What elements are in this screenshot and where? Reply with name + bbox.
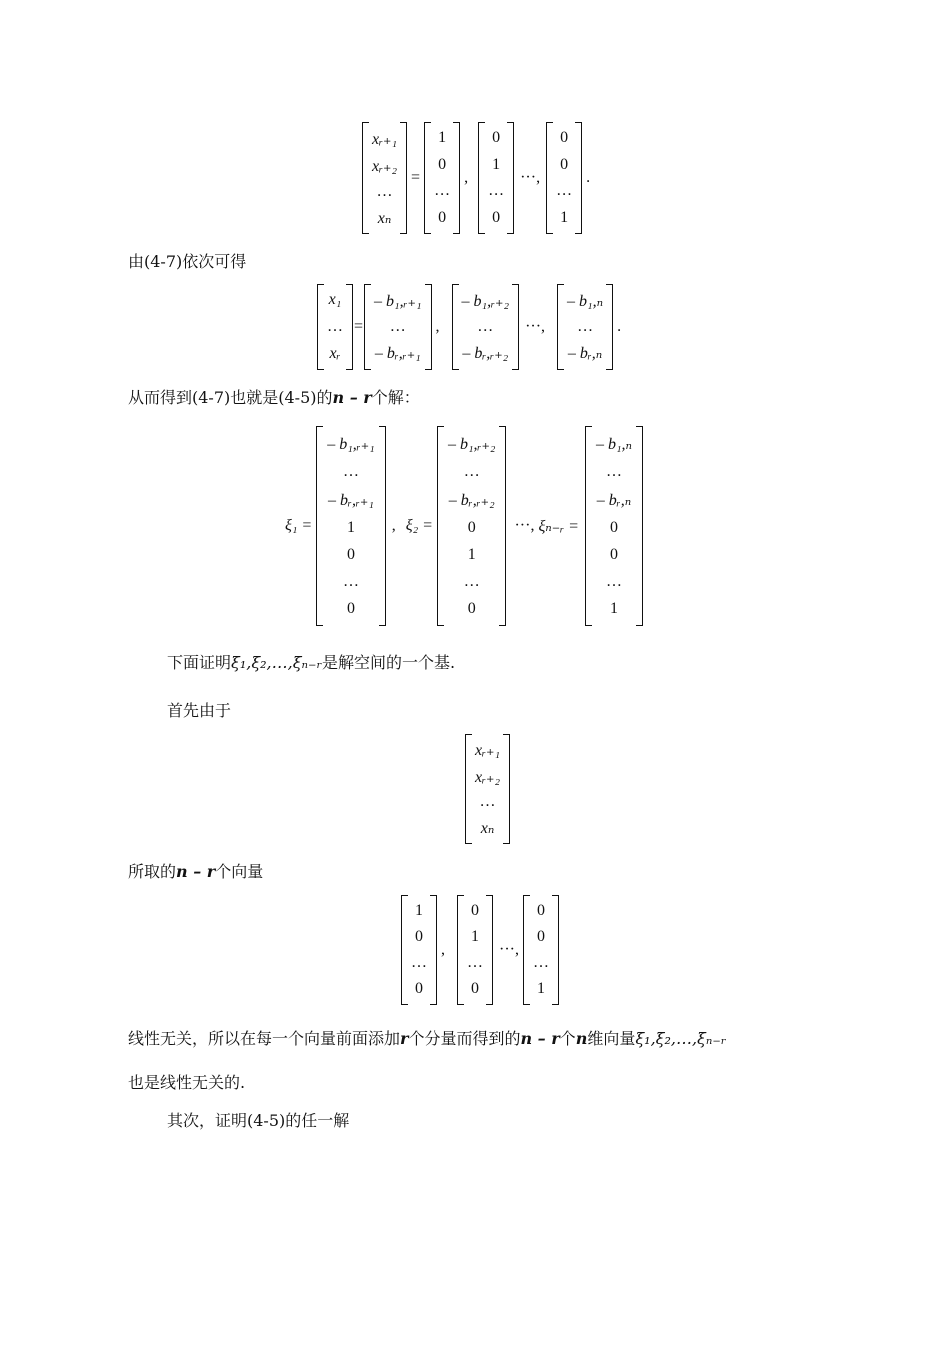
text-line-3: [167, 653, 455, 673]
cell: 0: [346, 600, 355, 618]
cell: 0: [415, 928, 423, 945]
ellipsis-comma: ···,: [520, 169, 541, 186]
cell: 1: [609, 600, 618, 618]
cell: xᵣ₊₁: [475, 742, 501, 760]
cell: xᵣ: [329, 344, 341, 362]
cell: …: [477, 317, 494, 335]
cell: – b₁,ᵣ₊₁: [327, 435, 375, 453]
ellipsis-comma: ···,: [525, 318, 546, 335]
cell: – b₁,ᵣ₊₂: [461, 292, 510, 310]
matrix-en: [523, 895, 559, 1005]
matrix-b-col-1: [364, 284, 432, 370]
cell: …: [434, 182, 451, 200]
matrix-xi-n-r: [585, 426, 643, 626]
xi-2-label: ξ₂ =: [405, 517, 433, 534]
equals-sign: =: [411, 169, 421, 186]
cell: 0: [492, 129, 501, 147]
cell: 0: [346, 546, 355, 564]
text-seg: 是解空间的一个基.: [322, 653, 456, 672]
equation-unit-vectors: [401, 895, 559, 1005]
text-seg: 维向量: [587, 1029, 636, 1048]
text-seg: n – r: [520, 1029, 560, 1048]
period: .: [586, 169, 591, 186]
cell: 0: [560, 129, 569, 147]
cell: 1: [346, 518, 355, 536]
cell: xᵣ₊₁: [372, 130, 398, 148]
text-seg: n – r: [332, 388, 372, 407]
comma: ,: [441, 941, 445, 958]
text-seg: 个: [559, 1029, 576, 1048]
period: .: [617, 318, 622, 335]
matrix-unit-1: [424, 122, 460, 234]
matrix-b-col-n: [557, 284, 613, 370]
cell: …: [411, 954, 427, 971]
cell: x₁: [328, 291, 342, 309]
comma: ,: [435, 318, 440, 335]
cell: 0: [492, 208, 501, 226]
cell: …: [463, 573, 480, 591]
cell: …: [605, 573, 622, 591]
matrix-basic-vars: [317, 284, 353, 370]
text-seg: r: [400, 1029, 409, 1048]
xi-n-r-label: ξₙ₋ᵣ =: [538, 518, 579, 535]
cell: – b₁,ₙ: [595, 435, 633, 453]
cell: 0: [415, 980, 423, 997]
cell: xᵣ₊₂: [475, 768, 501, 786]
equation-free-vars: [362, 122, 594, 234]
cell: 1: [415, 902, 423, 919]
cell: xᵣ₊₂: [372, 157, 398, 175]
matrix-e2: [457, 895, 493, 1005]
cell: – b₁,ᵣ₊₂: [447, 435, 496, 453]
cell: …: [389, 317, 406, 335]
matrix-xi-2: [437, 426, 507, 626]
text-seg: ξ₁,ξ₂,…,ξₙ₋ᵣ: [635, 1029, 727, 1048]
text-seg: 线性无关，所以在每一个向量前面添加: [128, 1029, 401, 1048]
matrix-xi-1: [316, 426, 386, 626]
ellipsis-comma: ···,: [499, 941, 519, 958]
text-seg: 从而得到(4-7)也就是(4-5)的: [128, 388, 333, 407]
cell: 0: [536, 928, 545, 945]
cell: – bᵣ,ₙ: [596, 491, 632, 509]
text-seg: n – r: [176, 862, 216, 881]
cell: 0: [609, 518, 618, 536]
cell: 1: [467, 546, 476, 564]
cell: …: [605, 462, 622, 480]
cell: …: [463, 462, 480, 480]
text-seg: 个分量而得到的: [408, 1029, 521, 1048]
cell: – b₁,ᵣ₊₁: [374, 292, 422, 310]
comma: ,: [464, 169, 469, 186]
text-seg: 所取的: [128, 862, 177, 881]
cell: 0: [467, 518, 476, 536]
cell: xₙ: [480, 819, 495, 837]
cell: 0: [536, 902, 545, 919]
cell: 0: [471, 980, 479, 997]
cell: 0: [471, 902, 479, 919]
equals-sign: =: [354, 318, 364, 335]
xi-1-label: ξ₁ =: [285, 517, 313, 534]
cell: …: [342, 462, 359, 480]
equation-free-vars-column: [465, 734, 510, 844]
cell: …: [467, 954, 483, 971]
matrix-b-col-2: [452, 284, 520, 370]
comma: ,: [391, 517, 396, 534]
cell: – bᵣ,ᵣ₊₁: [374, 345, 421, 363]
cell: 0: [467, 600, 476, 618]
matrix-free-vars: [362, 122, 407, 234]
text-line-5: [128, 862, 263, 882]
text-seg: 下面证明: [167, 653, 232, 672]
cell: …: [532, 954, 549, 971]
cell: 1: [536, 980, 545, 997]
cell: …: [488, 182, 505, 200]
cell: 0: [560, 155, 569, 173]
cell: …: [577, 317, 594, 335]
ellipsis-comma: ···,: [514, 517, 535, 534]
matrix-e1: [401, 895, 437, 1005]
cell: 1: [438, 129, 447, 147]
cell: – b₁,ₙ: [567, 292, 604, 310]
cell: – bᵣ,ᵣ₊₂: [448, 491, 495, 509]
cell: – bᵣ,ᵣ₊₁: [328, 491, 374, 509]
cell: …: [327, 317, 343, 335]
cell: xₙ: [377, 209, 392, 227]
matrix-free-vars-2: [465, 734, 510, 844]
matrix-unit-n: [546, 122, 582, 234]
cell: 1: [560, 208, 569, 226]
text-seg: ξ₁,ξ₂,…,ξₙ₋ᵣ: [231, 653, 323, 672]
cell: 1: [492, 155, 501, 173]
text-seg: 个向量: [215, 862, 264, 881]
text-line-4: 首先由于: [167, 701, 232, 720]
cell: – bᵣ,ᵣ₊₂: [462, 345, 509, 363]
matrix-unit-2: [478, 122, 514, 234]
text-line-2: [128, 388, 420, 408]
cell: 0: [609, 546, 618, 564]
cell: …: [376, 182, 393, 200]
text-line-8: 其次，证明(4-5)的任一解: [167, 1111, 350, 1130]
text-line-1: 由(4-7)依次可得: [128, 252, 247, 271]
cell: 0: [438, 208, 447, 226]
cell: …: [342, 573, 359, 591]
cell: – bᵣ,ₙ: [567, 345, 603, 363]
equation-xi-vectors: [285, 426, 643, 626]
cell: …: [556, 182, 573, 200]
text-seg: 个解：: [371, 388, 420, 407]
cell: …: [479, 793, 496, 811]
equation-basic-vars: [317, 284, 625, 370]
cell: 1: [471, 928, 479, 945]
text-line-7: 也是线性无关的.: [128, 1073, 246, 1092]
cell: 0: [438, 155, 447, 173]
text-line-6: [128, 1029, 726, 1049]
text-seg: n: [575, 1029, 588, 1048]
